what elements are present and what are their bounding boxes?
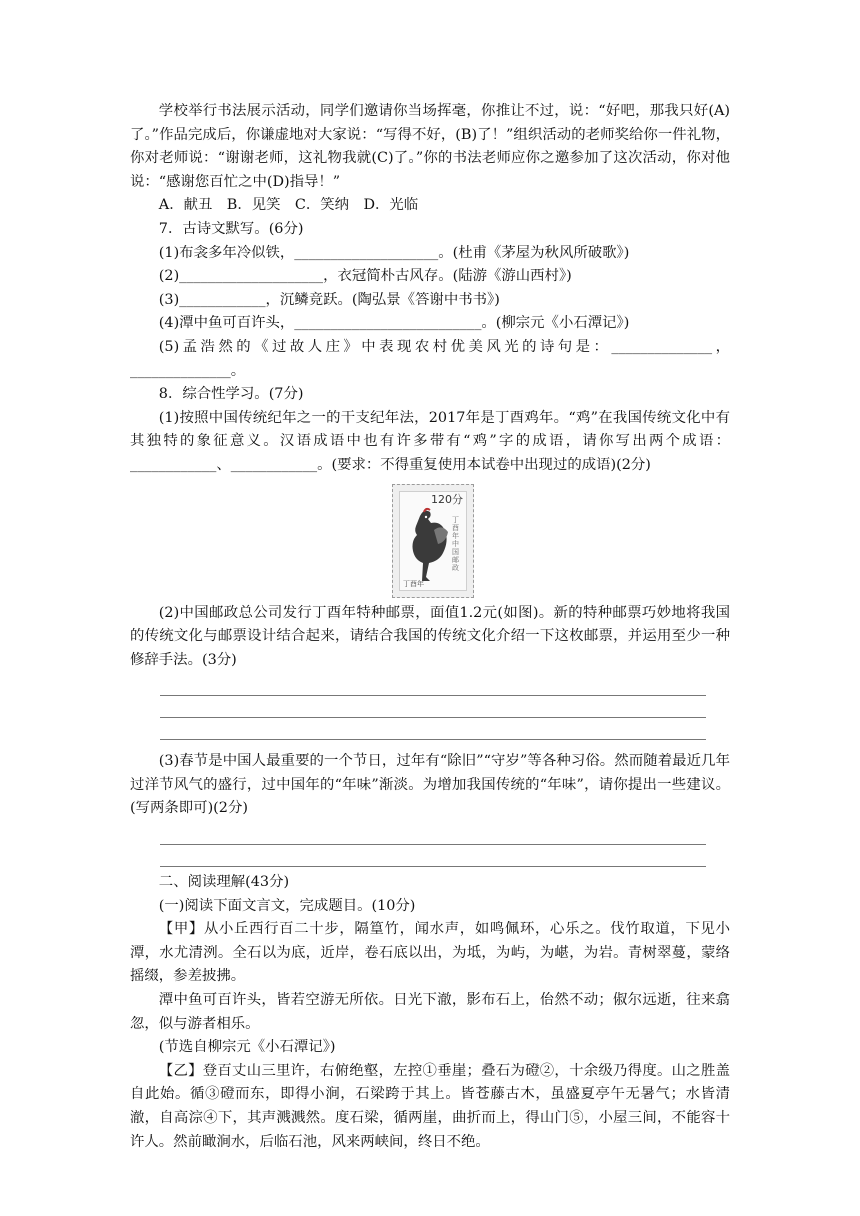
q7-title: 7．古诗文默写。(6分) [158, 220, 304, 237]
passage-jia-p2: 潭中鱼可百许头，皆若空游无所依。日光下澈，影布石上，佁然不动；俶尔远逝，往来翕忽，似与游者相乐。 [130, 992, 730, 1032]
q6-passage: 学校举行书法展示活动，同学们邀请你当场挥毫，你推让不过，说：“好吧，那我只好(A)了。”作品完成后，你谦虚地对大家说：“写得不好，(B)了！”组织活动的老师奖给你一件礼物，你对老师说：“谢谢老师，这礼物我就(C)了。”你的书法老师应你之邀参加了这次活动，你对他说：“感谢您百忙之中(D)指导！” [130, 103, 730, 190]
q8-part1: (1)按照中国传统纪年之一的干支纪年法，2017年是丁酉鸡年。“鸡”在我国传统文化中有其独特的象征意义。汉语成语中也有许多带有“鸡”字的成语，请你写出两个成语：____________、____________。(要求：不得重复使用本试卷中出现过的成语)(2分) [130, 409, 730, 473]
answer-line [130, 722, 730, 744]
stamp-year: 丁酉年 [403, 579, 424, 588]
passage-yi-p1: 【乙】登百丈山三里许，右俯绝壑，左控①垂崖；叠石为磴②，十余级乃得度。山之胜盖自此始。循③磴而东，即得小涧，石梁跨于其上。皆苍藤古木，虽盛夏亭午无暑气；水皆清澈，自高淙④下，其声溅溅然。度石梁，循两崖，曲折而上，得山门⑤，小屋三间，不能容十许人。然前瞰涧水，后临石池，风来两峡间，终日不绝。 [130, 1062, 730, 1150]
q6-options: A．献丑 B．见笑 C．笑纳 D．光临 [158, 197, 419, 214]
passage-jia-source: (节选自柳宗元《小石潭记》) [158, 1039, 336, 1056]
rooster-icon [404, 502, 452, 588]
q8-part2: (2)中国邮政总公司发行丁酉年特种邮票，面值1.2元(如图)。新的特种邮票巧妙地将我国的传统文化与邮票设计结合起来，请结合我国的传统文化介绍一下这枚邮票，并运用至少一种修辞手法。(3分) [130, 604, 730, 668]
stamp-value: 120分 [431, 492, 463, 506]
q7-item-1: (1)布衾多年冷似铁，____________________。(杜甫《茅屋为秋风所破歌》) [158, 244, 630, 261]
section2-sub1: (一)阅读下面文言文，完成题目。(10分) [158, 897, 416, 914]
answer-line [130, 678, 730, 700]
stamp-figure [130, 484, 730, 602]
section2-title: 二、阅读理解(43分) [158, 874, 290, 891]
page-content [130, 100, 730, 1154]
q7-item-2: (2)____________________，衣冠简朴古风存。(陆游《游山西村》) [158, 268, 572, 285]
stamp-inner [399, 491, 467, 591]
q8-title: 8．综合性学习。(7分) [158, 386, 304, 403]
q7-item-5: (5)孟浩然的《过故人庄》中表现农村优美风光的诗句是：______________，______________。 [130, 338, 730, 379]
q7-item-4: (4)潭中鱼可百许头，__________________________。(柳宗元《小石潭记》) [158, 315, 630, 332]
q7-item-3: (3)____________，沉鳞竞跃。(陶弘景《答谢中书书》) [158, 291, 500, 308]
answer-line [130, 849, 730, 871]
passage-jia-p1: 【甲】从小丘西行百二十步，隔篁竹，闻水声，如鸣佩环，心乐之。伐竹取道，下见小潭，水尤清洌。全石以为底，近岸，卷石底以出，为坻，为屿，为嵁，为岩。青树翠蔓，蒙络摇缀，参差披拂。 [130, 921, 730, 985]
answer-line [130, 827, 730, 849]
answer-line [130, 700, 730, 722]
rooster-stamp-image [392, 484, 474, 598]
q8-part3: (3)春节是中国人最重要的一个节日，过年有“除旧”“守岁”等各种习俗。然而随着最近几年过洋节风气的盛行，过中国年的“年味”渐淡。为增加我国传统的“年味”，请你提出一些建议。(写两条即可)(2分) [130, 753, 730, 817]
stamp-side-text: 丁酉年 中国邮政 [452, 515, 459, 572]
